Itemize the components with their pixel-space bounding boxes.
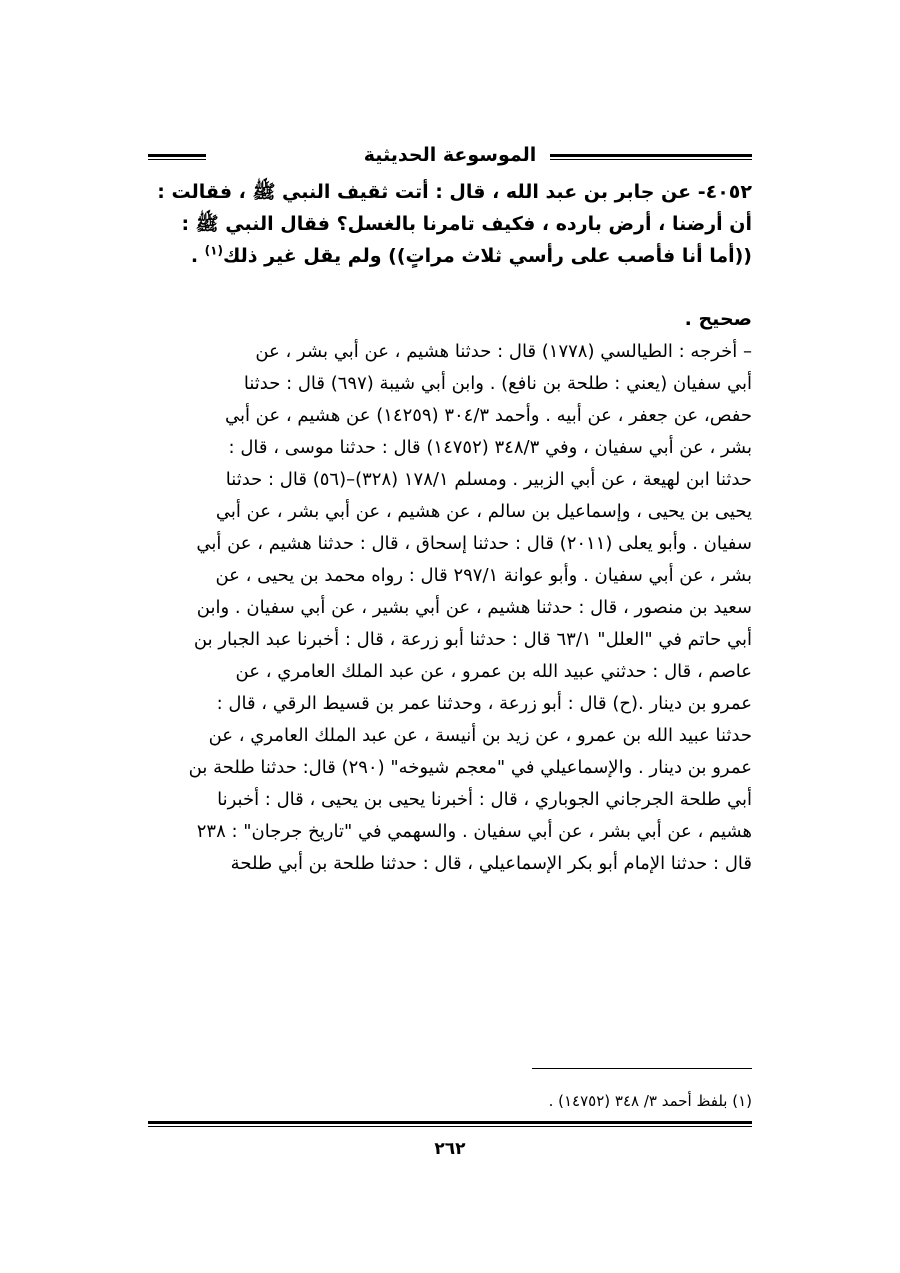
hadith-line: أن أرضنا ، أرض بارده ، فكيف تامرنا بالغسل؟ فقال النبي ﷺ : (181, 213, 752, 235)
takhrij-line: بشر ، عن أبي سفيان . وأبو عوانة ٢٩٧/١ قال : رواه محمد بن يحيى ، عن (215, 565, 752, 586)
takhrij-line: بشر ، عن أبي سفيان ، وفي ٣٤٨/٣ (١٤٧٥٢) قال : حدثنا موسى ، قال : (228, 437, 752, 458)
hadith-line-text: ((أما أنا فأصب على رأسي ثلاث مراتٍ)) ولم يقل غير ذلك (222, 245, 752, 267)
takhrij-line: هشيم ، عن أبي بشر ، عن أبي سفيان . والسهمي في "تاريخ جرجان" : ٢٣٨ (196, 821, 752, 842)
takhrij-line: عمرو بن دينار . والإسماعيلي في "معجم شيوخه" (٢٩٠) قال: حدثنا طلحة بن (188, 757, 752, 778)
takhrij-line: عاصم ، قال : حدثني عبيد الله بن عمرو ، عن عبد الملك العامري ، عن (235, 661, 752, 682)
footnote-marker[interactable]: (١) (204, 243, 223, 258)
takhrij-line: أبي سفيان (يعني : طلحة بن نافع) . وابن أبي شيبة (٦٩٧) قال : حدثنا (243, 373, 752, 394)
takhrij-line: – أخرجه : الطيالسي (١٧٧٨) قال : حدثنا هشيم ، عن أبي بشر ، عن (255, 341, 752, 362)
takhrij-line: سفيان . وأبو يعلى (٢٠١١) قال : حدثنا إسحاق ، قال : حدثنا هشيم ، عن أبي (196, 533, 752, 554)
hadith-line (148, 240, 752, 272)
hadith-line: ٤٠٥٢- عن جابر بن عبد الله ، قال : أتت ثقيف النبي ﷺ ، فقالت : (157, 181, 752, 203)
takhrij-line: سعيد بن منصور ، قال : حدثنا هشيم ، عن أبي بشير ، عن أبي سفيان . وابن (196, 597, 752, 618)
takhrij-line: أبي حاتم في "العلل" ٦٣/١ قال : حدثنا أبو زرعة ، قال : أخبرنا عبد الجبار بن (193, 629, 752, 650)
takhrij-line: عمرو بن دينار .(ح) قال : أبو زرعة ، وحدثنا عمر بن قسيط الرقي ، قال : (216, 693, 752, 714)
takhrij-line: أبي طلحة الجرجاني الجوباري ، قال : أخبرنا يحيى بن يحيى ، قال : أخبرنا (217, 789, 752, 810)
takhrij-line: حفص، عن جعفر ، عن أبيه . وأحمد ٣٠٤/٣ (١٤٢٥٩) عن هشيم ، عن أبي (224, 405, 752, 426)
hadith-end-mark: . (190, 245, 205, 267)
footer-rule (148, 1121, 752, 1127)
hadith-grade: صحيح . (684, 308, 752, 330)
running-header (148, 140, 752, 174)
takhrij-line: قال : حدثنا الإمام أبو بكر الإسماعيلي ، قال : حدثنا طلحة بن أبي طلحة (230, 853, 752, 874)
takhrij-line: يحيى بن يحيى ، وإسماعيل بن سالم ، عن هشيم ، عن أبي بشر ، عن أبي (215, 501, 752, 522)
hadith-text (148, 176, 752, 272)
page-number: ٢٦٢ (434, 1139, 466, 1159)
footnote-separator (532, 1068, 752, 1069)
takhrij-line: حدثنا عبيد الله بن عمرو ، عن زيد بن أنيسة ، عن عبد الملك العامري ، عن (208, 725, 752, 746)
footnote: (١) بلفظ أحمد ٣/ ٣٤٨ (١٤٧٥٢) . (548, 1092, 752, 1110)
header-title: الموسوعة الحديثية (350, 144, 551, 166)
takhrij-line: حدثنا ابن لهيعة ، عن أبي الزبير . ومسلم ١٧٨/١ (٣٢٨)–(٥٦) قال : حدثنا (225, 469, 752, 490)
takhrij-text (148, 336, 752, 880)
